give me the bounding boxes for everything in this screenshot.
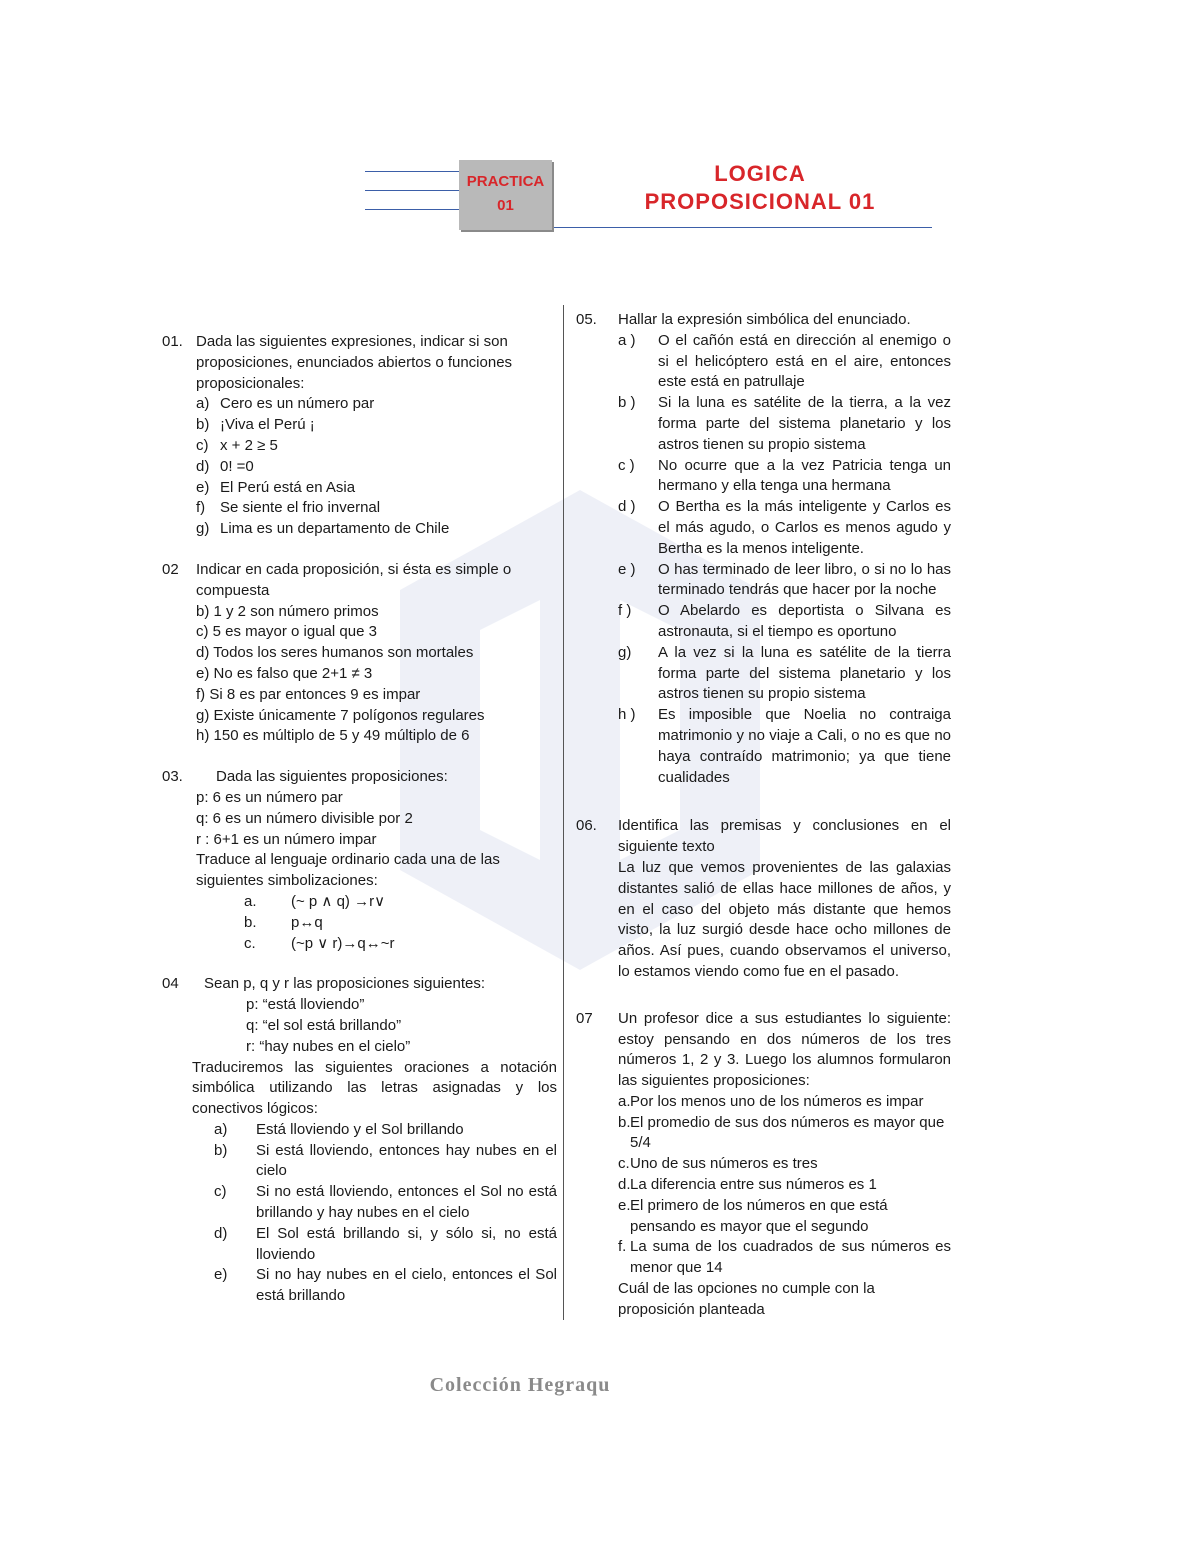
- list-item: d) Todos los seres humanos son mortales: [196, 644, 474, 662]
- question-text: Sean p, q y r las proposiciones siguientes:: [204, 975, 485, 993]
- question-number: 06.: [576, 817, 597, 835]
- list-item: a) Está lloviendo y el Sol brillando: [214, 1120, 464, 1138]
- list-item: a ) O el cañón está en dirección al enemigo o si el helicóptero está en el aire, entonces este está en patrullaje: [618, 331, 951, 391]
- question-number: 01.: [162, 333, 183, 350]
- list-item: d) El Sol está brillando si, y sólo si, no está lloviendo: [214, 1224, 557, 1263]
- question-number: 02: [162, 560, 179, 578]
- footer-brand: Colección Hegraqu: [429, 1374, 611, 1396]
- list-item: f) Si 8 es par entonces 9 es impar: [196, 685, 421, 703]
- question-text: Un profesor dice a sus estudiantes lo siguiente: estoy pensando en dos números de los tres números 1, 2 y 3. Luego los alumnos formularon las siguientes proposiciones:: [618, 1009, 951, 1090]
- list-item: b. p↔q: [244, 913, 323, 931]
- list-item: g) Lima es un departamento de Chile: [196, 520, 450, 538]
- list-item: e) Si no hay nubes en el cielo, entonces el Sol está brillando: [214, 1266, 557, 1305]
- list-item: e. El primero de los números en que está pensando es mayor que el segundo: [618, 1196, 888, 1235]
- question-number: 05.: [576, 311, 597, 328]
- practice-badge: [459, 160, 552, 230]
- proposition: r : 6+1 es un número impar: [196, 830, 377, 848]
- list-item: f) Se siente el frio invernal: [196, 499, 381, 517]
- list-item: c. (~p ∨ r)→q↔~r: [244, 934, 395, 952]
- question-02: [162, 560, 557, 747]
- question-04: [162, 974, 557, 1307]
- list-item: c) 5 es mayor o igual que 3: [196, 623, 377, 641]
- proposition: p: “está lloviendo”: [246, 996, 365, 1014]
- list-item: e) No es falso que 2+1 ≠ 3: [196, 664, 373, 682]
- question-01: [162, 332, 557, 540]
- page-title: [560, 160, 960, 216]
- question-paragraph: La luz que vemos provenientes de las galaxias distantes salió de ellas hace millones de años, y en el caso del objeto más distante que hemos visto, la luz surgió desde hace ocho millones de años. Así pues, cuando observamos el universo, lo estamos viendo como fue en el pasado.: [618, 858, 951, 980]
- list-item: a. (~ p ∧ q) →r∨: [244, 892, 386, 910]
- question-number: 04: [162, 975, 179, 993]
- list-item: h) 150 es múltiplo de 5 y 49 múltiplo de 6: [196, 727, 470, 745]
- list-item: f ) O Abelardo es deportista o Silvana es astronauta, si el tiempo es oportuno: [618, 602, 951, 640]
- list-item: c ) No ocurre que a la vez Patricia tenga un hermano y ella tenga una hermana: [618, 456, 951, 495]
- list-item: a) Cero es un número par: [196, 395, 375, 413]
- proposition: p: 6 es un número par: [196, 788, 343, 806]
- list-item: b) ¡Viva el Perú ¡: [196, 416, 315, 434]
- list-item: e ) O has terminado de leer libro, o si no lo has terminado tendrás que hacer por la noche: [618, 560, 951, 599]
- question-03: [162, 767, 557, 954]
- question-text: Dada las siguientes expresiones, indicar si son proposiciones, enunciados abiertos o funciones proposicionales:: [196, 333, 513, 392]
- right-column: [576, 310, 951, 1321]
- header-line-1: [365, 171, 459, 172]
- list-item: f. La suma de los cuadrados de sus números es menor que 14: [618, 1238, 951, 1277]
- question-text: Hallar la expresión simbólica del enunciado.: [618, 311, 911, 328]
- header-underline: [552, 227, 932, 228]
- badge-line-1: PRACTICA: [466, 173, 545, 190]
- proposition: q: 6 es un número divisible por 2: [196, 809, 413, 827]
- column-separator: [563, 305, 564, 1320]
- list-item: d ) O Bertha es la más inteligente y Carlos es el más agudo, o Carlos es menos agudo y Bertha es la menos inteligente.: [618, 498, 951, 557]
- question-instruction: Traduciremos las siguientes oraciones a notación simbólica utilizando las letras asignadas y los conectivos lógicos:: [192, 1058, 557, 1118]
- proposition: q: “el sol está brillando”: [246, 1016, 402, 1034]
- list-item: g) A la vez si la luna es satélite de la tierra forma parte del sistema planetario y los astros tienen su propio sistema: [618, 643, 951, 703]
- header-line-2: [365, 190, 459, 191]
- question-closing: Cuál de las opciones no cumple con la proposición planteada: [618, 1280, 875, 1318]
- header-line-3: [365, 209, 459, 210]
- list-item: h ) Es imposible que Noelia no contraiga matrimonio y no viaje a Cali, o no es que no haya contraído matrimonio; ya que tiene cualidades: [618, 706, 951, 786]
- question-number: 07: [576, 1009, 593, 1027]
- question-text: Indicar en cada proposición, si ésta es simple o compuesta: [196, 560, 512, 599]
- list-item: b ) Si la luna es satélite de la tierra, a la vez forma parte del sistema planetario y los astros tienen su propio sistema: [618, 394, 951, 453]
- question-07: [576, 1009, 951, 1321]
- question-instruction: Traduce al lenguaje ordinario cada una de las siguientes simbolizaciones:: [196, 851, 500, 890]
- list-item: c) Si no está lloviendo, entonces el Sol no está brillando y hay nubes en el cielo: [214, 1183, 557, 1222]
- list-item: d. La diferencia entre sus números es 1: [618, 1176, 877, 1194]
- list-item: b) Si está lloviendo, entonces hay nubes en el cielo: [214, 1141, 557, 1180]
- left-column: [162, 310, 557, 1307]
- question-text: Dada las siguientes proposiciones:: [216, 768, 448, 786]
- title-line-2: PROPOSICIONAL 01: [644, 189, 876, 214]
- list-item: a. Por los menos uno de los números es impar: [618, 1092, 924, 1110]
- title-line-1: LOGICA: [714, 161, 806, 186]
- question-text: Identifica las premisas y conclusiones en el siguiente texto: [618, 817, 951, 856]
- list-item: e) El Perú está en Asia: [196, 478, 356, 496]
- list-item: b. El promedio de sus dos números es mayor que 5/4: [618, 1113, 945, 1152]
- proposition: r: “hay nubes en el cielo”: [246, 1037, 411, 1055]
- badge-line-2: 01: [497, 197, 514, 214]
- question-06: [576, 816, 951, 982]
- list-item: b) 1 y 2 son número primos: [196, 602, 379, 620]
- list-item: c) x + 2 ≥ 5: [196, 436, 278, 454]
- question-number: 03.: [162, 768, 183, 786]
- list-item: c. Uno de sus números es tres: [618, 1155, 818, 1173]
- question-05: [576, 310, 951, 788]
- list-item: g) Existe únicamente 7 polígonos regulares: [196, 706, 485, 724]
- list-item: d) 0! =0: [196, 457, 254, 475]
